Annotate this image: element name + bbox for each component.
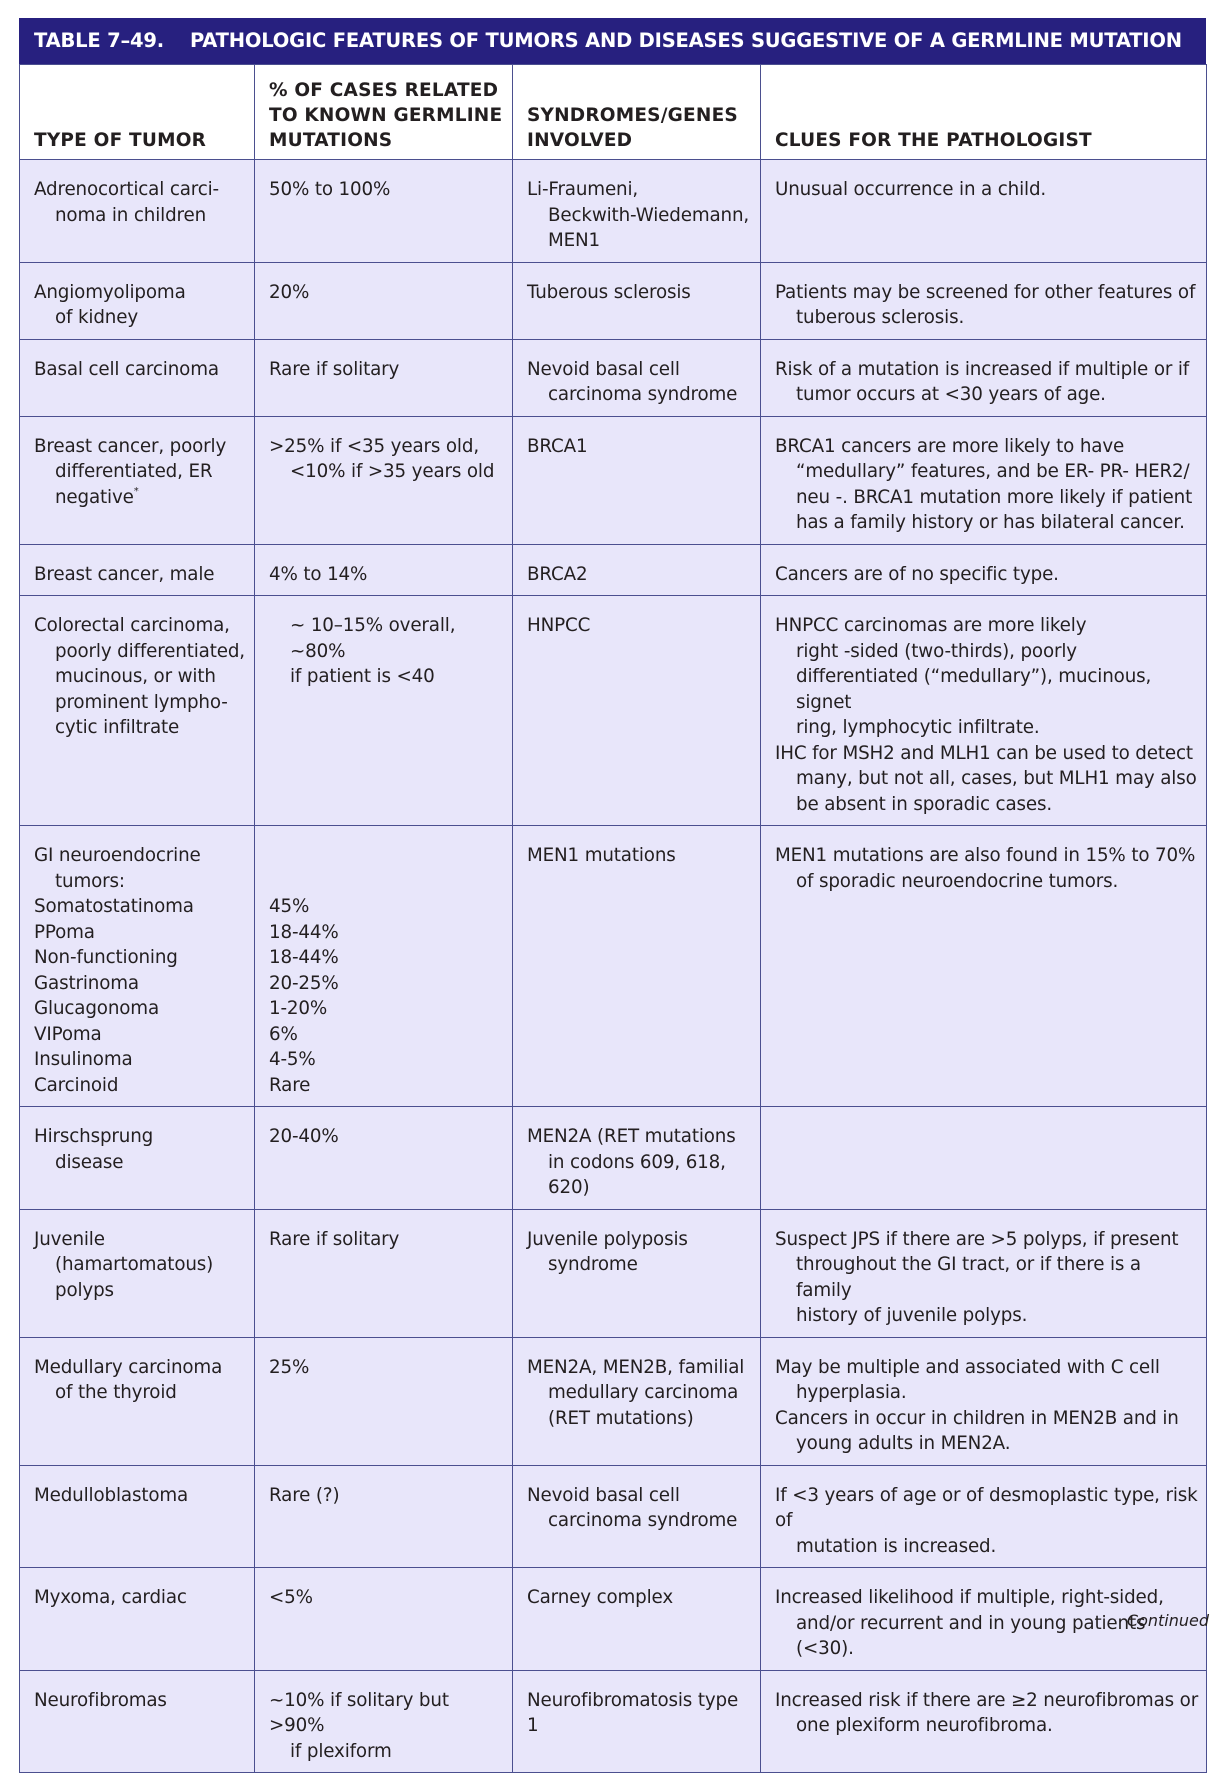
tumor-text-line: (hamartomatous) <box>55 1254 214 1275</box>
tumor-text-line-text: negative <box>55 486 134 508</box>
clue-text-line: ring, lymphocytic infiltrate. <box>796 717 1040 738</box>
cell-tumor-type <box>20 160 255 263</box>
tumor-text-line: of the thyroid <box>55 1382 177 1403</box>
syndrome-text-line: MEN2A (RET mutations <box>527 1126 736 1147</box>
tumor-text-line: Basal cell carcinoma <box>34 358 219 380</box>
cell-tumor-type <box>20 339 255 416</box>
tumor-text-line: Colorectal carcinoma, <box>34 615 230 636</box>
percent-text-line: 20% <box>269 281 310 303</box>
cell-tumor-type <box>20 416 255 544</box>
cell-syndrome <box>513 1670 761 1773</box>
table-row <box>20 1670 1207 1773</box>
tumor-text-line: of kidney <box>55 307 139 328</box>
cell-tumor-type <box>20 1337 255 1465</box>
percent-text <box>269 280 506 306</box>
clue-text <box>775 741 1200 818</box>
cell-percent <box>255 596 513 826</box>
table-title: PATHOLOGIC FEATURES OF TUMORS AND DISEASES SUGGESTIVE OF A GERMLINE MUTATION <box>189 29 1182 52</box>
table-row <box>20 596 1207 826</box>
tumor-text-line: Angiomyolipoma <box>34 281 186 303</box>
footnote-marker: * <box>133 485 139 497</box>
clue-text-line: Increased likelihood if multiple, right-sided, <box>775 1587 1164 1608</box>
percent-text-line: if patient is <40 <box>290 666 435 687</box>
table-row <box>20 1337 1207 1465</box>
percent-text-line: 25% <box>269 1356 310 1378</box>
tumor-text-line: polyps <box>55 1279 114 1301</box>
tumor-text <box>34 177 248 228</box>
percent-text <box>269 613 506 690</box>
tumor-text-line: disease <box>55 1151 124 1173</box>
cell-clues <box>761 1670 1207 1773</box>
syndrome-text <box>527 562 754 588</box>
cell-percent <box>255 160 513 263</box>
cell-percent <box>255 339 513 416</box>
cell-clues <box>761 1209 1207 1337</box>
syndrome-text <box>527 1124 754 1201</box>
clue-text-line: MEN1 mutations are also found in 15% to 70% <box>775 845 1196 866</box>
tumor-text-line: poorly differentiated, <box>55 640 245 662</box>
table-row <box>20 1465 1207 1568</box>
subtype-name: Carcinoid <box>34 1074 119 1096</box>
clue-text-line: BRCA1 cancers are more likely to have <box>775 435 1125 457</box>
data-table <box>19 64 1207 1773</box>
subtype-percent: 20-25% <box>269 972 339 994</box>
tumor-text <box>34 357 248 383</box>
clue-text <box>775 177 1200 203</box>
table-row <box>20 262 1207 339</box>
cell-syndrome <box>513 544 761 596</box>
clue-text <box>775 843 1200 894</box>
percent-text <box>269 1227 506 1253</box>
cell-percent <box>255 1568 513 1671</box>
syndrome-text-line: Carney complex <box>527 1587 673 1608</box>
cell-syndrome <box>513 339 761 416</box>
syndrome-text-line: syndrome <box>548 1254 638 1275</box>
syndrome-text-line: Li-Fraumeni, <box>527 179 639 200</box>
cell-percent <box>255 1670 513 1773</box>
tumor-text <box>34 1124 248 1175</box>
header-row <box>20 65 1207 160</box>
tumor-text-line: Hirschsprung <box>34 1126 154 1147</box>
tumor-text-line: noma in children <box>55 204 207 226</box>
tumor-text <box>34 1227 248 1304</box>
header-type-of-tumor: TYPE OF TUMOR <box>20 65 255 160</box>
clue-text-line: hyperplasia. <box>796 1382 907 1403</box>
cell-clues <box>761 826 1207 1107</box>
percent-text-line: ~10% if solitary but >90% <box>269 1689 449 1736</box>
cell-tumor-type <box>20 1209 255 1337</box>
subtype-percent: 6% <box>269 1023 298 1045</box>
syndrome-text-line: Neurofibromatosis type 1 <box>527 1689 739 1736</box>
tumor-text-line: tumors: <box>55 870 125 892</box>
clue-text <box>775 1406 1200 1457</box>
clue-text-line: and/or recurrent and in young patients (<30). <box>796 1612 1146 1659</box>
tumor-text-line: Myxoma, cardiac <box>34 1587 187 1608</box>
tumor-text <box>34 280 248 331</box>
subtype-name: Insulinoma <box>34 1049 133 1070</box>
percent-text-line: 20-40% <box>269 1126 339 1147</box>
percent-text-line: <5% <box>269 1587 313 1608</box>
percent-text-line: ~ 10–15% overall, ~80% <box>290 615 456 662</box>
syndrome-text <box>527 1483 754 1534</box>
syndrome-text-line: Nevoid basal cell <box>527 358 680 380</box>
syndrome-text-line: carcinoma syndrome <box>548 1510 738 1531</box>
table-container <box>19 18 1209 1773</box>
clue-text-line: Increased risk if there are ≥2 neurofibromas or <box>775 1689 1199 1711</box>
clue-text-line: Patients may be screened for other features of <box>775 281 1196 303</box>
tumor-text <box>34 434 248 511</box>
tumor-text <box>34 562 248 588</box>
cell-tumor-type <box>20 596 255 826</box>
subtype-name: Non-functioning <box>34 947 178 968</box>
subtype-name: Gastrinoma <box>34 972 139 994</box>
clue-text <box>775 613 1200 741</box>
syndrome-text <box>527 434 754 460</box>
tumor-text-line: cytic infiltrate <box>55 717 180 738</box>
subtype-name: VIPoma <box>34 1023 102 1045</box>
cell-clues <box>761 596 1207 826</box>
tumor-text-line: prominent lympho- <box>55 691 228 713</box>
subtype-percent: 18-44% <box>269 921 339 943</box>
syndrome-text-line: Tuberous sclerosis <box>527 281 691 303</box>
clue-text-line: young adults in MEN2A. <box>796 1433 1011 1454</box>
percent-text-line: if plexiform <box>290 1740 392 1762</box>
cell-percent <box>255 416 513 544</box>
table-row <box>20 416 1207 544</box>
percent-text-line: <10% if >35 years old <box>290 461 495 482</box>
tumor-text <box>34 843 248 894</box>
syndrome-text-line: carcinoma syndrome <box>548 384 738 405</box>
syndrome-text <box>527 1688 754 1739</box>
subtype-name: Somatostatinoma <box>34 896 194 917</box>
syndrome-text-line: (RET mutations) <box>548 1407 694 1429</box>
percent-text <box>269 1355 506 1381</box>
syndrome-text-line: Nevoid basal cell <box>527 1484 680 1506</box>
cell-syndrome <box>513 416 761 544</box>
cell-syndrome <box>513 1209 761 1337</box>
tumor-text <box>34 1585 248 1611</box>
percent-text <box>269 1585 506 1611</box>
cell-percent <box>255 1465 513 1568</box>
subtype-name: PPoma <box>34 921 95 943</box>
tumor-text <box>34 1688 248 1714</box>
tumor-text-line: Medullary carcinoma <box>34 1356 223 1378</box>
cell-tumor-type <box>20 1568 255 1671</box>
cell-percent <box>255 1107 513 1210</box>
syndrome-text <box>527 613 754 639</box>
tumor-text-line: Breast cancer, male <box>34 563 215 585</box>
tumor-text-line: mucinous, or with <box>55 666 216 687</box>
cell-clues <box>761 1107 1207 1210</box>
syndrome-text-line: BRCA1 <box>527 435 588 457</box>
clue-text <box>775 434 1200 536</box>
table-number: TABLE 7–49. <box>34 29 164 52</box>
percent-text-line: Rare if solitary <box>269 1228 400 1250</box>
clue-text-line: If <3 years of age or of desmoplastic type, risk of <box>775 1484 1198 1531</box>
syndrome-text <box>527 1585 754 1611</box>
clue-text-line: May be multiple and associated with C cell <box>775 1356 1160 1378</box>
syndrome-text-line: MEN1 mutations <box>527 845 676 866</box>
tumor-text-line: Adrenocortical carci- <box>34 179 220 200</box>
clue-text <box>775 280 1200 331</box>
clue-text-line: HNPCC carcinomas are more likely <box>775 615 1087 636</box>
syndrome-text-line: BRCA2 <box>527 563 588 585</box>
cell-syndrome <box>513 160 761 263</box>
cell-percent <box>255 262 513 339</box>
cell-syndrome <box>513 1107 761 1210</box>
subtype-percent: 18-44% <box>269 947 339 968</box>
cell-syndrome <box>513 596 761 826</box>
syndrome-text <box>527 1227 754 1278</box>
table-row <box>20 1107 1207 1210</box>
tumor-text-line: Juvenile <box>34 1228 105 1250</box>
percent-text <box>269 1688 506 1765</box>
clue-text-line: IHC for MSH2 and MLH1 can be used to detect <box>775 742 1193 764</box>
continued-label: Continued <box>1126 1611 1209 1630</box>
syndrome-text-line: MEN1 <box>548 230 601 251</box>
tumor-text <box>34 1483 248 1509</box>
syndrome-text-line: MEN2A, MEN2B, familial <box>527 1356 745 1378</box>
cell-percent <box>255 1337 513 1465</box>
cell-tumor-type <box>20 262 255 339</box>
subtype-name: Glucagonoma <box>34 998 160 1019</box>
syndrome-text <box>527 843 754 869</box>
header-percent-cases: % OF CASES RELATED TO KNOWN GERMLINE MUTATIONS <box>255 65 513 160</box>
cell-syndrome <box>513 826 761 1107</box>
clue-text-line: many, but not all, cases, but MLH1 may also <box>796 768 1197 789</box>
clue-text <box>775 1688 1200 1739</box>
clue-text-line: right -sided (two-thirds), poorly <box>796 640 1077 662</box>
clue-text-line: Cancers in occur in children in MEN2B and in <box>775 1407 1179 1429</box>
subtype-percent: 4-5% <box>269 1049 316 1070</box>
clue-text <box>775 357 1200 408</box>
clue-text-line: tumor occurs at <30 years of age. <box>796 384 1106 405</box>
tumor-text <box>34 613 248 741</box>
clue-text-line: neu -. BRCA1 mutation more likely if patient <box>796 486 1193 508</box>
clue-text-line: tuberous sclerosis. <box>796 307 965 328</box>
tumor-text-line: differentiated, ER <box>55 461 213 482</box>
cell-tumor-type <box>20 826 255 1107</box>
percent-text <box>269 1124 506 1150</box>
syndrome-text-line: 620) <box>548 1177 590 1198</box>
clue-text-line: mutation is increased. <box>796 1535 997 1557</box>
percent-text-line: 50% to 100% <box>269 179 391 200</box>
cell-clues <box>761 262 1207 339</box>
clue-text <box>775 1483 1200 1560</box>
subtype-percent: 1-20% <box>269 998 328 1019</box>
tumor-text-line: GI neuroendocrine <box>34 845 201 866</box>
tumor-text-line: Neurofibromas <box>34 1689 167 1711</box>
syndrome-text-line: in codons 609, 618, <box>548 1151 726 1173</box>
cell-tumor-type <box>20 1670 255 1773</box>
percent-text-line: 4% to 14% <box>269 563 368 585</box>
cell-percent <box>255 1209 513 1337</box>
cell-percent <box>255 826 513 1107</box>
table-row <box>20 1568 1207 1671</box>
cell-syndrome <box>513 1465 761 1568</box>
percent-text-line: Rare (?) <box>269 1484 340 1506</box>
header-syndromes-genes: SYNDROMES/GENES INVOLVED <box>513 65 761 160</box>
cell-clues <box>761 339 1207 416</box>
clue-text-line: throughout the GI tract, or if there is a family <box>796 1254 1141 1301</box>
clue-text-line: be absent in sporadic cases. <box>796 793 1053 815</box>
percent-text <box>269 177 506 203</box>
table-title-bar <box>19 18 1206 64</box>
table-row <box>20 826 1207 1107</box>
clue-text <box>775 1227 1200 1329</box>
cell-syndrome <box>513 1337 761 1465</box>
cell-clues <box>761 160 1207 263</box>
clue-text-line: differentiated (“medullary”), mucinous, signet <box>796 666 1152 713</box>
syndrome-text-line: medullary carcinoma <box>548 1382 739 1403</box>
clue-text-line: of sporadic neuroendocrine tumors. <box>796 870 1119 892</box>
table-row <box>20 1209 1207 1337</box>
clue-text-line: has a family history or has bilateral cancer. <box>796 512 1185 533</box>
clue-text-line: “medullary” features, and be ER- PR- HER2/ <box>796 461 1190 482</box>
tumor-text <box>34 1355 248 1406</box>
cell-tumor-type <box>20 1107 255 1210</box>
cell-tumor-type <box>20 1465 255 1568</box>
clue-text-line: one plexiform neurofibroma. <box>796 1715 1053 1736</box>
header-clues: CLUES FOR THE PATHOLOGIST <box>761 65 1207 160</box>
clue-text-line: Cancers are of no specific type. <box>775 563 1059 585</box>
table-row <box>20 339 1207 416</box>
clue-text-line: Suspect JPS if there are >5 polyps, if present <box>775 1228 1179 1250</box>
clue-text-line: Unusual occurrence in a child. <box>775 179 1047 200</box>
tumor-text-line <box>34 485 248 511</box>
syndrome-text <box>527 177 754 254</box>
subtype-percent: 45% <box>269 896 310 917</box>
clue-text <box>775 562 1200 588</box>
percent-text <box>269 357 506 383</box>
cell-clues <box>761 416 1207 544</box>
tumor-text-line: Medulloblastoma <box>34 1484 189 1506</box>
percent-text-line: Rare if solitary <box>269 358 400 380</box>
cell-tumor-type <box>20 544 255 596</box>
cell-clues <box>761 1465 1207 1568</box>
table-row <box>20 544 1207 596</box>
percent-text <box>269 434 506 485</box>
percent-text <box>269 562 506 588</box>
cell-syndrome <box>513 262 761 339</box>
cell-clues <box>761 544 1207 596</box>
clue-text <box>775 1355 1200 1406</box>
syndrome-text <box>527 357 754 408</box>
clue-text-line: history of juvenile polyps. <box>796 1305 1028 1326</box>
cell-syndrome <box>513 1568 761 1671</box>
tumor-text-line: Breast cancer, poorly <box>34 435 227 457</box>
syndrome-text <box>527 280 754 306</box>
clue-text-line: Risk of a mutation is increased if multiple or if <box>775 358 1190 380</box>
subtype-percent: Rare <box>269 1074 311 1096</box>
cell-percent <box>255 544 513 596</box>
syndrome-text-line: Beckwith-Wiedemann, <box>548 204 750 226</box>
syndrome-text-line: Juvenile polyposis <box>527 1228 688 1250</box>
syndrome-text <box>527 1355 754 1432</box>
cell-clues <box>761 1337 1207 1465</box>
table-row <box>20 160 1207 263</box>
percent-text-line: >25% if <35 years old, <box>269 435 479 457</box>
percent-text <box>269 1483 506 1509</box>
syndrome-text-line: HNPCC <box>527 615 591 636</box>
